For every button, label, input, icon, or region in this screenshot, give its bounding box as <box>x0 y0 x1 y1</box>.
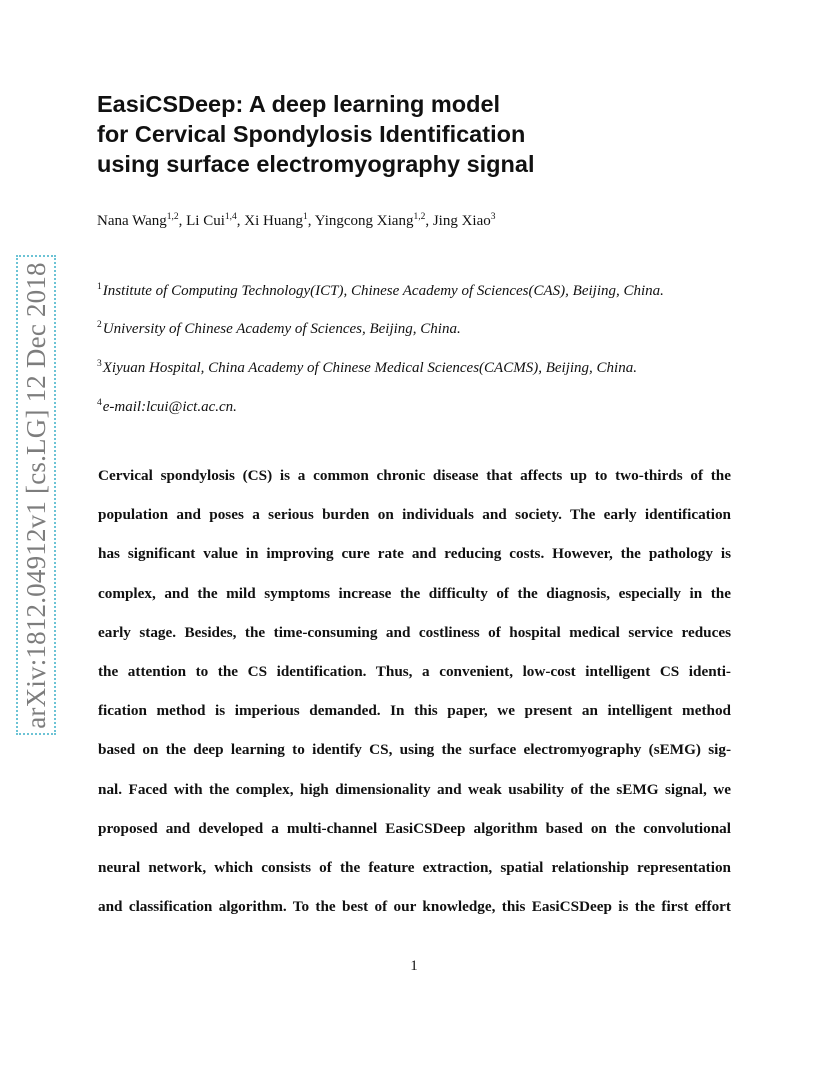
author-name: Li Cui <box>186 213 225 229</box>
author-separator: , <box>307 213 315 229</box>
affiliation-number: 4 <box>97 398 102 408</box>
abstract-line: the attention to the CS identification. Thus, a convenient, low-cost intelligent CS identi- <box>98 662 731 680</box>
author-affiliation-marker: 1,2 <box>166 212 179 222</box>
author-name: Xi Huang <box>244 213 304 229</box>
author-name: Yingcong Xiang <box>314 213 414 229</box>
affiliation-text: Xiyuan Hospital, China Academy of Chinese Medical Sciences(CACMS), Beijing, China. <box>102 360 637 376</box>
title-line: for Cervical Spondylosis Identification <box>97 121 526 147</box>
affiliation <box>97 283 664 300</box>
abstract-line: population and poses a serious burden on individuals and society. The early identification <box>98 506 731 524</box>
affiliation-text: University of Chinese Academy of Sciences, Beijing, China. <box>102 321 461 337</box>
affiliation <box>97 399 237 416</box>
title-line: using surface electromyography signal <box>97 151 535 177</box>
author-name: Jing Xiao <box>432 213 491 229</box>
abstract-line: neural network, which consists of the feature extraction, spatial relationship representation <box>98 858 731 876</box>
abstract-line: based on the deep learning to identify CS, using the surface electromyography (sEMG) sig- <box>98 741 731 759</box>
abstract-line: Cervical spondylosis (CS) is a common chronic disease that affects up to two-thirds of the <box>98 467 731 484</box>
author-affiliation-marker: 1,4 <box>224 212 237 222</box>
author-affiliation-marker: 1 <box>303 212 308 222</box>
arxiv-identifier-text: arXiv:1812.04912v1 [cs.LG] 12 Dec 2018 <box>20 261 51 729</box>
page-number: 1 <box>410 958 418 974</box>
abstract-line: fication method is imperious demanded. In this paper, we present an intelligent method <box>98 702 731 720</box>
abstract-line: nal. Faced with the complex, high dimensionality and weak usability of the sEMG signal, we <box>98 780 731 798</box>
title-line: EasiCSDeep: A deep learning model <box>97 91 501 117</box>
author-list <box>97 213 496 230</box>
abstract-line: has significant value in improving cure rate and reducing costs. However, the pathology is <box>98 545 731 563</box>
affiliation-number: 3 <box>97 359 102 369</box>
author-separator: , <box>236 213 245 229</box>
abstract-line: complex, and the mild symptoms increase the difficulty of the diagnosis, especially in the <box>98 584 731 602</box>
arxiv-identifier-stamp <box>16 255 56 735</box>
author-affiliation-marker: 3 <box>490 212 496 222</box>
author-name: Nana Wang <box>97 213 167 229</box>
author-separator: , <box>425 213 433 229</box>
affiliation <box>97 360 637 377</box>
affiliation-text: e-mail:lcui@ict.ac.cn. <box>102 399 237 415</box>
author-affiliation-marker: 1,2 <box>413 212 426 222</box>
affiliation-text: Institute of Computing Technology(ICT), Chinese Academy of Sciences(CAS), Beijing, China. <box>102 283 664 299</box>
abstract-line: and classification algorithm. To the best of our knowledge, this EasiCSDeep is the first effort <box>98 898 731 916</box>
affiliation <box>97 321 461 338</box>
author-separator: , <box>178 213 187 229</box>
abstract-line: early stage. Besides, the time-consuming and costliness of hospital medical service reduces <box>98 623 731 641</box>
affiliation-number: 2 <box>97 320 102 330</box>
affiliation-number: 1 <box>97 282 102 292</box>
abstract-line: proposed and developed a multi-channel EasiCSDeep algorithm based on the convolutional <box>98 819 731 837</box>
paper-title <box>97 89 717 179</box>
abstract <box>98 456 731 926</box>
